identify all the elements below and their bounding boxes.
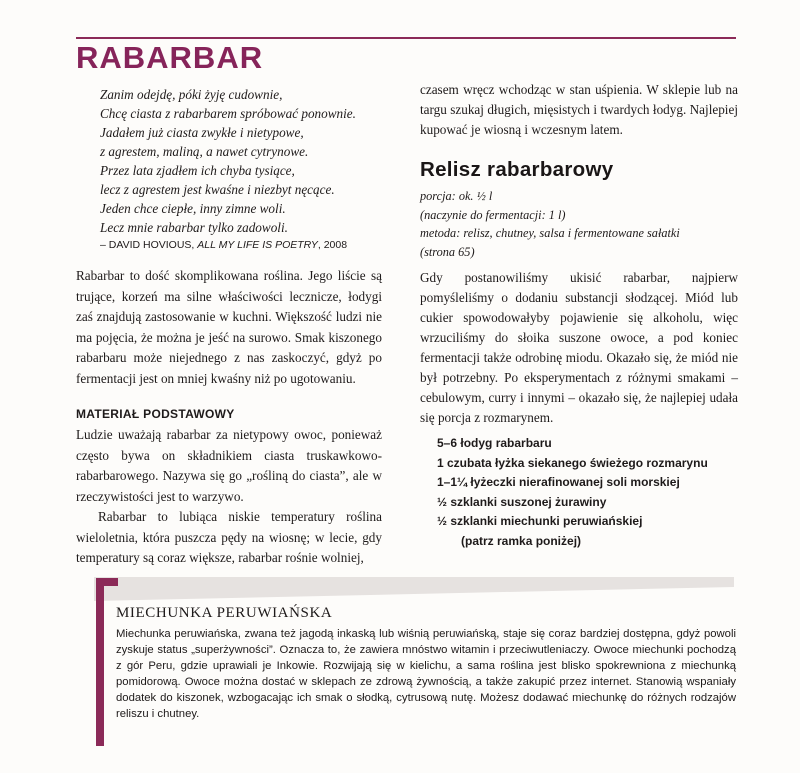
right-column-continued — [420, 80, 738, 140]
intro-paragraph: Rabarbar to dość skomplikowana roślina. Jego liście są trujące, korzeń ma silne właściwości lecznicze, łodygi zaś znajdują zastosowanie w kuchni. Większość ludzi nie ma pojęcia, że można je jeść na surowo. Smak kiszonego rabarbaru może niejednego z nas zaskoczyć, gdyż po fermentacji jest on mniej kwaśny niż po ugotowaniu. — [76, 268, 382, 386]
body-paragraph: Rabarbar to lubiąca niskie temperatury roślina wieloletnia, która puszcza pędy na wiosnę; w lecie, gdy temperatury są coraz większe, rabarbar rośnie wolniej, — [76, 509, 382, 565]
meta-line: porcja: ok. ½ l — [420, 189, 493, 203]
recipe-paragraph: Gdy postanowiliśmy ukisić rabarbar, najpierw pomyśleliśmy o dodaniu substancji słodzącej. Miód lub cukier spowodowałyby pojawienie się alkoholu, więc wrzuciliśmy do słoika suszone owoce, a pod koniec fermentacji także odrobinę miodu. Okazało się, że miód nie był potrzebny. Po eksperymentach z różnymi smakami – cebulowym, curry i innymi – okazało się, że najlepiej udała się porcja z rozmarynem. — [420, 270, 738, 425]
poem-line: Chcę ciasta z rabarbarem spróbować ponownie. — [100, 106, 356, 121]
ingredient-note: (patrz ramka poniżej) — [461, 533, 582, 548]
poem-line: Przez lata zjadłem ich chyba tysiące, — [100, 163, 295, 178]
sidebar-box — [116, 605, 736, 722]
ingredient-item: 1–1¼ łyżeczki nierafinowanej soli morskiej — [437, 475, 680, 490]
sidebar-accent-bar — [96, 578, 104, 746]
section-heading: MATERIAŁ PODSTAWOWY — [76, 407, 235, 421]
ingredients-list — [437, 434, 708, 552]
attribution-year: , 2008 — [317, 239, 348, 251]
recipe-body — [420, 268, 738, 428]
poem-line: Jadałem już ciasta zwykłe i nietypowe, — [100, 125, 304, 140]
attribution-work: ALL MY LIFE IS POETRY — [197, 239, 318, 251]
body-paragraph: Ludzie uważają rabarbar za nietypowy owoc, ponieważ często bywa on składnikiem ciasta truskawkowo-rabarbarowego. Nazywa się go „rośliną do ciasta”, ale w rzeczywistości jest to warzywo. — [76, 427, 382, 504]
ingredient-item: ½ szklanki suszonej żurawiny — [437, 494, 607, 509]
sidebar-accent-corner — [96, 578, 118, 586]
poem-line: lecz z agrestem jest kwaśne i niezbyt nęcące. — [100, 182, 335, 197]
recipe-meta — [420, 187, 680, 261]
poem-line: Lecz mnie rabarbar tylko zadowoli. — [100, 220, 288, 235]
poem-line: z agrestem, maliną, a nawet cytrynowe. — [100, 144, 309, 159]
attribution-author: – DAVID HOVIOUS, — [100, 239, 198, 251]
meta-line: (strona 65) — [420, 244, 475, 259]
poem-line: Jeden chce ciepłe, inny zimne woli. — [100, 201, 286, 216]
epigraph-poem — [100, 85, 356, 237]
poem-attribution — [100, 239, 347, 251]
meta-line: metoda: relisz, chutney, salsa i fermentowane sałatki — [420, 226, 680, 240]
continued-paragraph: czasem wręcz wchodząc w stan uśpienia. W sklepie lub na targu szukaj długich, mięsistych i twardych łodyg. Najlepiej kupować je wiosną i wczesnym latem. — [420, 82, 738, 137]
sidebar-text: Miechunka peruwiańska, zwana też jagodą inkaską lub wiśnią peruwiańską, staje się coraz bardziej dostępna, gdyż powoli zyskuje status „superżywności”. Oznacza to, że zawiera mnóstwo witamin i przeciwutleniaczy. Owoce miechunki pochodzą z gór Peru, gdzie uprawiali je Inkowie. Rozwijają się w kielichu, a sama roślina jest blisko spokrewniona z miechunką pomidorową. Owoce można dostać w sklepach ze zdrową żywnością, a także zakupić przez internet. Stanowią wspaniały dodatek do kiszonek, wzbogacając ich smak o słodką, cytrusową nutę. Możesz dodawać miechunkę do różnych rodzajów reliszu i chutney. — [116, 628, 736, 720]
ingredient-item: ½ szklanki miechunki peruwiańskiej — [437, 514, 643, 529]
poem-line: Zanim odejdę, póki żyję cudownie, — [100, 87, 283, 102]
ingredient-item: 1 czubata łyżka siekanego świeżego rozmarynu — [437, 455, 708, 470]
page-title: RABARBAR — [76, 40, 264, 75]
left-column — [76, 266, 382, 569]
ingredient-item: 5–6 łodyg rabarbaru — [437, 436, 552, 450]
meta-line: (naczynie do fermentacji: 1 l) — [420, 207, 566, 222]
recipe-title: Relisz rabarbarowy — [420, 158, 614, 181]
sidebar-title: MIECHUNKA PERUWIAŃSKA — [116, 605, 333, 621]
